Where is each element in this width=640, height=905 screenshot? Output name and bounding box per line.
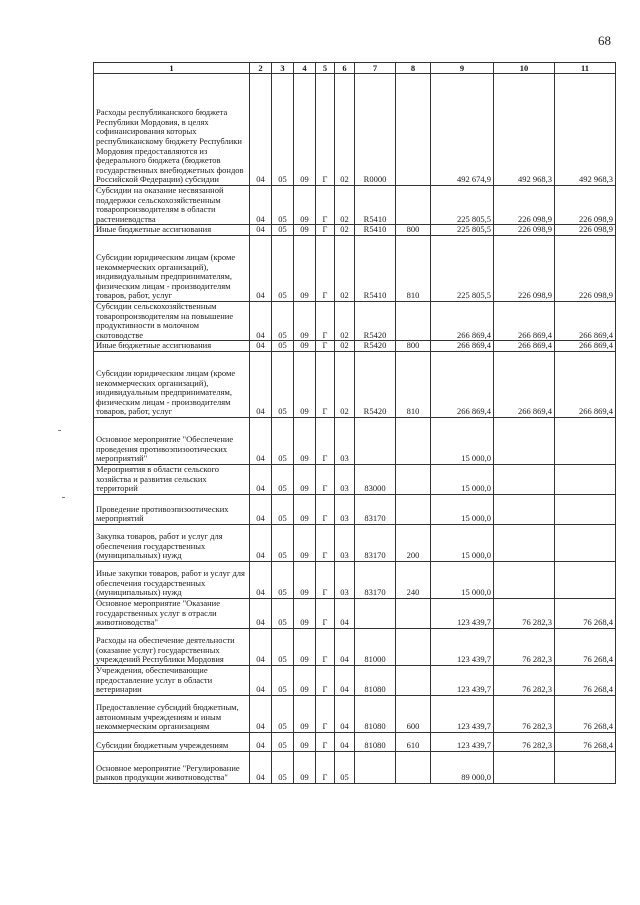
row-name-cell: Расходы республиканского бюджета Республики Мордовия, в целях софинансирования которых республиканскому бюджету Республики Мордовия предоставляются из федерального бюджета (бюджетов государственных внебюджетных фондов Российской Федерации) субсидии bbox=[94, 74, 250, 186]
amount-year2-cell bbox=[494, 494, 555, 524]
amount-year1-cell: 15 000,0 bbox=[431, 417, 494, 464]
section-code-cell: 04 bbox=[250, 628, 272, 665]
amount-year1-cell: 123 439,7 bbox=[431, 598, 494, 628]
expense-type-cell: 810 bbox=[396, 235, 431, 301]
amount-year3-cell: 492 968,3 bbox=[555, 74, 616, 186]
amount-year2-cell bbox=[494, 524, 555, 561]
row-name-cell: Субсидии сельскохозяйственным товаропроизводителям на повышение продуктивности в молочном скотоводстве bbox=[94, 301, 250, 340]
expense-type-cell: 200 bbox=[396, 524, 431, 561]
event-code-cell: 02 bbox=[335, 74, 355, 186]
section-code-cell: 04 bbox=[250, 74, 272, 186]
event-code-cell: 02 bbox=[335, 235, 355, 301]
amount-year1-cell: 123 439,7 bbox=[431, 732, 494, 751]
subprogram-code-cell: Г bbox=[316, 301, 335, 340]
row-name-cell: Субсидии юридическим лицам (кроме некоммерческих организаций), индивидуальным предпринимателям, физическим лицам - производителям товаров, работ, услуг bbox=[94, 235, 250, 301]
scan-speck bbox=[62, 497, 65, 498]
subsection-code-cell: 05 bbox=[272, 235, 294, 301]
row-name-cell: Мероприятия в области сельского хозяйства и развития сельских территорий bbox=[94, 464, 250, 494]
row-name-cell: Основное мероприятие "Обеспечение проведения противоэпизоотических мероприятий" bbox=[94, 417, 250, 464]
direction-code-cell bbox=[355, 598, 396, 628]
section-code-cell: 04 bbox=[250, 351, 272, 417]
subprogram-code-cell: Г bbox=[316, 417, 335, 464]
amount-year2-cell: 226 098,9 bbox=[494, 235, 555, 301]
amount-year1-cell: 15 000,0 bbox=[431, 494, 494, 524]
program-code-cell: 09 bbox=[294, 598, 316, 628]
amount-year3-cell bbox=[555, 751, 616, 783]
section-code-cell: 04 bbox=[250, 732, 272, 751]
subsection-code-cell: 05 bbox=[272, 598, 294, 628]
direction-code-cell bbox=[355, 417, 396, 464]
program-code-cell: 09 bbox=[294, 732, 316, 751]
amount-year3-cell: 226 098,9 bbox=[555, 225, 616, 236]
row-name-cell: Иные бюджетные ассигнования bbox=[94, 225, 250, 236]
amount-year3-cell: 226 098,9 bbox=[555, 186, 616, 225]
subsection-code-cell: 05 bbox=[272, 665, 294, 695]
direction-code-cell bbox=[355, 751, 396, 783]
subprogram-code-cell: Г bbox=[316, 225, 335, 236]
table-row bbox=[94, 341, 616, 352]
column-header: 1 bbox=[94, 63, 250, 74]
amount-year1-cell: 123 439,7 bbox=[431, 695, 494, 732]
subsection-code-cell: 05 bbox=[272, 732, 294, 751]
event-code-cell: 02 bbox=[335, 351, 355, 417]
section-code-cell: 04 bbox=[250, 695, 272, 732]
row-name-cell: Субсидии бюджетным учреждениям bbox=[94, 732, 250, 751]
direction-code-cell: R5410 bbox=[355, 225, 396, 236]
event-code-cell: 04 bbox=[335, 628, 355, 665]
event-code-cell: 05 bbox=[335, 751, 355, 783]
subprogram-code-cell: Г bbox=[316, 351, 335, 417]
section-code-cell: 04 bbox=[250, 494, 272, 524]
direction-code-cell: 83000 bbox=[355, 464, 396, 494]
amount-year2-cell: 226 098,9 bbox=[494, 186, 555, 225]
program-code-cell: 09 bbox=[294, 301, 316, 340]
subsection-code-cell: 05 bbox=[272, 301, 294, 340]
expense-type-cell bbox=[396, 186, 431, 225]
column-header: 2 bbox=[250, 63, 272, 74]
column-header: 6 bbox=[335, 63, 355, 74]
row-name-cell: Иные закупки товаров, работ и услуг для обеспечения государственных (муниципальных) нужд bbox=[94, 561, 250, 598]
program-code-cell: 09 bbox=[294, 561, 316, 598]
row-name-cell: Расходы на обеспечение деятельности (оказание услуг) государственных учреждений Республики Мордовия bbox=[94, 628, 250, 665]
table-row bbox=[94, 732, 616, 751]
row-name-cell: Основное мероприятие "Оказание государственных услуг в отрасли животноводства" bbox=[94, 598, 250, 628]
direction-code-cell: R0000 bbox=[355, 74, 396, 186]
column-header: 4 bbox=[294, 63, 316, 74]
event-code-cell: 04 bbox=[335, 695, 355, 732]
row-name-cell: Иные бюджетные ассигнования bbox=[94, 341, 250, 352]
column-header: 10 bbox=[494, 63, 555, 74]
amount-year3-cell: 76 268,4 bbox=[555, 695, 616, 732]
event-code-cell: 02 bbox=[335, 341, 355, 352]
expense-type-cell bbox=[396, 301, 431, 340]
row-name-cell: Субсидии на оказание несвязанной поддержки сельскохозяйственным товаропроизводителям в области растениеводства bbox=[94, 186, 250, 225]
subprogram-code-cell: Г bbox=[316, 628, 335, 665]
direction-code-cell: 83170 bbox=[355, 524, 396, 561]
expense-type-cell: 800 bbox=[396, 341, 431, 352]
direction-code-cell: R5420 bbox=[355, 301, 396, 340]
amount-year2-cell: 266 869,4 bbox=[494, 301, 555, 340]
column-header: 8 bbox=[396, 63, 431, 74]
budget-table-wrapper bbox=[93, 62, 615, 784]
subprogram-code-cell: Г bbox=[316, 732, 335, 751]
table-row bbox=[94, 235, 616, 301]
expense-type-cell bbox=[396, 598, 431, 628]
table-row bbox=[94, 628, 616, 665]
event-code-cell: 03 bbox=[335, 417, 355, 464]
amount-year2-cell bbox=[494, 464, 555, 494]
subsection-code-cell: 05 bbox=[272, 417, 294, 464]
program-code-cell: 09 bbox=[294, 351, 316, 417]
table-row bbox=[94, 351, 616, 417]
amount-year2-cell: 76 282,3 bbox=[494, 695, 555, 732]
amount-year1-cell: 492 674,9 bbox=[431, 74, 494, 186]
section-code-cell: 04 bbox=[250, 751, 272, 783]
expense-type-cell: 800 bbox=[396, 225, 431, 236]
row-name-cell: Учреждения, обеспечивающие предоставление услуг в области ветеринарии bbox=[94, 665, 250, 695]
direction-code-cell: 81080 bbox=[355, 665, 396, 695]
column-header: 5 bbox=[316, 63, 335, 74]
expense-type-cell bbox=[396, 74, 431, 186]
expense-type-cell: 610 bbox=[396, 732, 431, 751]
section-code-cell: 04 bbox=[250, 341, 272, 352]
table-row bbox=[94, 695, 616, 732]
subprogram-code-cell: Г bbox=[316, 464, 335, 494]
direction-code-cell: R5410 bbox=[355, 235, 396, 301]
direction-code-cell: 81080 bbox=[355, 695, 396, 732]
amount-year2-cell: 76 282,3 bbox=[494, 732, 555, 751]
row-name-cell: Субсидии юридическим лицам (кроме некоммерческих организаций), индивидуальным предпринимателям, физическим лицам - производителям товаров, работ, услуг bbox=[94, 351, 250, 417]
column-header: 9 bbox=[431, 63, 494, 74]
amount-year3-cell: 76 268,4 bbox=[555, 628, 616, 665]
amount-year2-cell bbox=[494, 751, 555, 783]
amount-year3-cell bbox=[555, 417, 616, 464]
amount-year2-cell bbox=[494, 561, 555, 598]
program-code-cell: 09 bbox=[294, 235, 316, 301]
subprogram-code-cell: Г bbox=[316, 494, 335, 524]
direction-code-cell: R5420 bbox=[355, 351, 396, 417]
amount-year3-cell: 266 869,4 bbox=[555, 301, 616, 340]
expense-type-cell: 600 bbox=[396, 695, 431, 732]
event-code-cell: 04 bbox=[335, 598, 355, 628]
scan-speck bbox=[58, 430, 61, 431]
amount-year3-cell: 76 268,4 bbox=[555, 665, 616, 695]
amount-year3-cell bbox=[555, 494, 616, 524]
page-number: 68 bbox=[598, 33, 611, 48]
expense-type-cell bbox=[396, 751, 431, 783]
subsection-code-cell: 05 bbox=[272, 561, 294, 598]
table-row bbox=[94, 598, 616, 628]
direction-code-cell: 81000 bbox=[355, 628, 396, 665]
table-row bbox=[94, 494, 616, 524]
program-code-cell: 09 bbox=[294, 74, 316, 186]
table-row bbox=[94, 561, 616, 598]
amount-year1-cell: 15 000,0 bbox=[431, 524, 494, 561]
column-header: 11 bbox=[555, 63, 616, 74]
amount-year3-cell: 76 268,4 bbox=[555, 732, 616, 751]
table-row bbox=[94, 524, 616, 561]
section-code-cell: 04 bbox=[250, 235, 272, 301]
amount-year3-cell bbox=[555, 524, 616, 561]
subsection-code-cell: 05 bbox=[272, 74, 294, 186]
amount-year2-cell: 226 098,9 bbox=[494, 225, 555, 236]
row-name-cell: Закупка товаров, работ и услуг для обеспечения государственных (муниципальных) нужд bbox=[94, 524, 250, 561]
program-code-cell: 09 bbox=[294, 665, 316, 695]
subprogram-code-cell: Г bbox=[316, 235, 335, 301]
expense-type-cell bbox=[396, 464, 431, 494]
direction-code-cell: 83170 bbox=[355, 561, 396, 598]
amount-year2-cell: 76 282,3 bbox=[494, 598, 555, 628]
program-code-cell: 09 bbox=[294, 464, 316, 494]
subprogram-code-cell: Г bbox=[316, 561, 335, 598]
event-code-cell: 04 bbox=[335, 732, 355, 751]
subsection-code-cell: 05 bbox=[272, 524, 294, 561]
amount-year1-cell: 15 000,0 bbox=[431, 464, 494, 494]
subsection-code-cell: 05 bbox=[272, 351, 294, 417]
section-code-cell: 04 bbox=[250, 186, 272, 225]
table-header-row bbox=[94, 63, 616, 74]
direction-code-cell: R5410 bbox=[355, 186, 396, 225]
amount-year1-cell: 225 805,5 bbox=[431, 186, 494, 225]
direction-code-cell: R5420 bbox=[355, 341, 396, 352]
program-code-cell: 09 bbox=[294, 628, 316, 665]
amount-year1-cell: 225 805,5 bbox=[431, 235, 494, 301]
amount-year3-cell: 226 098,9 bbox=[555, 235, 616, 301]
budget-table bbox=[93, 62, 616, 784]
amount-year3-cell: 76 268,4 bbox=[555, 598, 616, 628]
section-code-cell: 04 bbox=[250, 301, 272, 340]
amount-year1-cell: 123 439,7 bbox=[431, 628, 494, 665]
program-code-cell: 09 bbox=[294, 225, 316, 236]
amount-year3-cell bbox=[555, 561, 616, 598]
amount-year1-cell: 89 000,0 bbox=[431, 751, 494, 783]
subprogram-code-cell: Г bbox=[316, 751, 335, 783]
event-code-cell: 02 bbox=[335, 186, 355, 225]
amount-year1-cell: 266 869,4 bbox=[431, 301, 494, 340]
expense-type-cell: 240 bbox=[396, 561, 431, 598]
row-name-cell: Проведение противоэпизоотических мероприятий bbox=[94, 494, 250, 524]
amount-year1-cell: 266 869,4 bbox=[431, 351, 494, 417]
subprogram-code-cell: Г bbox=[316, 695, 335, 732]
program-code-cell: 09 bbox=[294, 186, 316, 225]
table-row bbox=[94, 464, 616, 494]
amount-year2-cell: 266 869,4 bbox=[494, 351, 555, 417]
event-code-cell: 02 bbox=[335, 225, 355, 236]
row-name-cell: Основное мероприятие "Регулирование рынков продукции животноводства" bbox=[94, 751, 250, 783]
table-row bbox=[94, 74, 616, 186]
table-row bbox=[94, 186, 616, 225]
event-code-cell: 04 bbox=[335, 665, 355, 695]
amount-year1-cell: 123 439,7 bbox=[431, 665, 494, 695]
table-row bbox=[94, 301, 616, 340]
subsection-code-cell: 05 bbox=[272, 186, 294, 225]
amount-year3-cell: 266 869,4 bbox=[555, 341, 616, 352]
amount-year1-cell: 225 805,5 bbox=[431, 225, 494, 236]
section-code-cell: 04 bbox=[250, 225, 272, 236]
amount-year1-cell: 15 000,0 bbox=[431, 561, 494, 598]
subsection-code-cell: 05 bbox=[272, 464, 294, 494]
subsection-code-cell: 05 bbox=[272, 628, 294, 665]
amount-year2-cell: 492 968,3 bbox=[494, 74, 555, 186]
expense-type-cell bbox=[396, 417, 431, 464]
section-code-cell: 04 bbox=[250, 417, 272, 464]
program-code-cell: 09 bbox=[294, 494, 316, 524]
event-code-cell: 03 bbox=[335, 524, 355, 561]
table-row bbox=[94, 751, 616, 783]
subprogram-code-cell: Г bbox=[316, 186, 335, 225]
section-code-cell: 04 bbox=[250, 464, 272, 494]
column-header: 7 bbox=[355, 63, 396, 74]
subprogram-code-cell: Г bbox=[316, 665, 335, 695]
program-code-cell: 09 bbox=[294, 524, 316, 561]
subprogram-code-cell: Г bbox=[316, 598, 335, 628]
program-code-cell: 09 bbox=[294, 695, 316, 732]
table-row bbox=[94, 225, 616, 236]
event-code-cell: 03 bbox=[335, 494, 355, 524]
section-code-cell: 04 bbox=[250, 665, 272, 695]
subprogram-code-cell: Г bbox=[316, 524, 335, 561]
amount-year3-cell bbox=[555, 464, 616, 494]
program-code-cell: 09 bbox=[294, 417, 316, 464]
column-header: 3 bbox=[272, 63, 294, 74]
amount-year2-cell: 266 869,4 bbox=[494, 341, 555, 352]
row-name-cell: Предоставление субсидий бюджетным, автономным учреждениям и иным некоммерческим организациям bbox=[94, 695, 250, 732]
subsection-code-cell: 05 bbox=[272, 695, 294, 732]
amount-year1-cell: 266 869,4 bbox=[431, 341, 494, 352]
program-code-cell: 09 bbox=[294, 341, 316, 352]
subsection-code-cell: 05 bbox=[272, 751, 294, 783]
expense-type-cell bbox=[396, 628, 431, 665]
direction-code-cell: 83170 bbox=[355, 494, 396, 524]
event-code-cell: 03 bbox=[335, 464, 355, 494]
section-code-cell: 04 bbox=[250, 598, 272, 628]
amount-year3-cell: 266 869,4 bbox=[555, 351, 616, 417]
direction-code-cell: 81080 bbox=[355, 732, 396, 751]
table-row bbox=[94, 417, 616, 464]
subsection-code-cell: 05 bbox=[272, 225, 294, 236]
section-code-cell: 04 bbox=[250, 561, 272, 598]
program-code-cell: 09 bbox=[294, 751, 316, 783]
subsection-code-cell: 05 bbox=[272, 494, 294, 524]
section-code-cell: 04 bbox=[250, 524, 272, 561]
table-body bbox=[94, 74, 616, 784]
table-row bbox=[94, 665, 616, 695]
event-code-cell: 03 bbox=[335, 561, 355, 598]
subsection-code-cell: 05 bbox=[272, 341, 294, 352]
expense-type-cell bbox=[396, 494, 431, 524]
expense-type-cell: 810 bbox=[396, 351, 431, 417]
event-code-cell: 02 bbox=[335, 301, 355, 340]
subprogram-code-cell: Г bbox=[316, 341, 335, 352]
amount-year2-cell bbox=[494, 417, 555, 464]
expense-type-cell bbox=[396, 665, 431, 695]
amount-year2-cell: 76 282,3 bbox=[494, 665, 555, 695]
amount-year2-cell: 76 282,3 bbox=[494, 628, 555, 665]
subprogram-code-cell: Г bbox=[316, 74, 335, 186]
